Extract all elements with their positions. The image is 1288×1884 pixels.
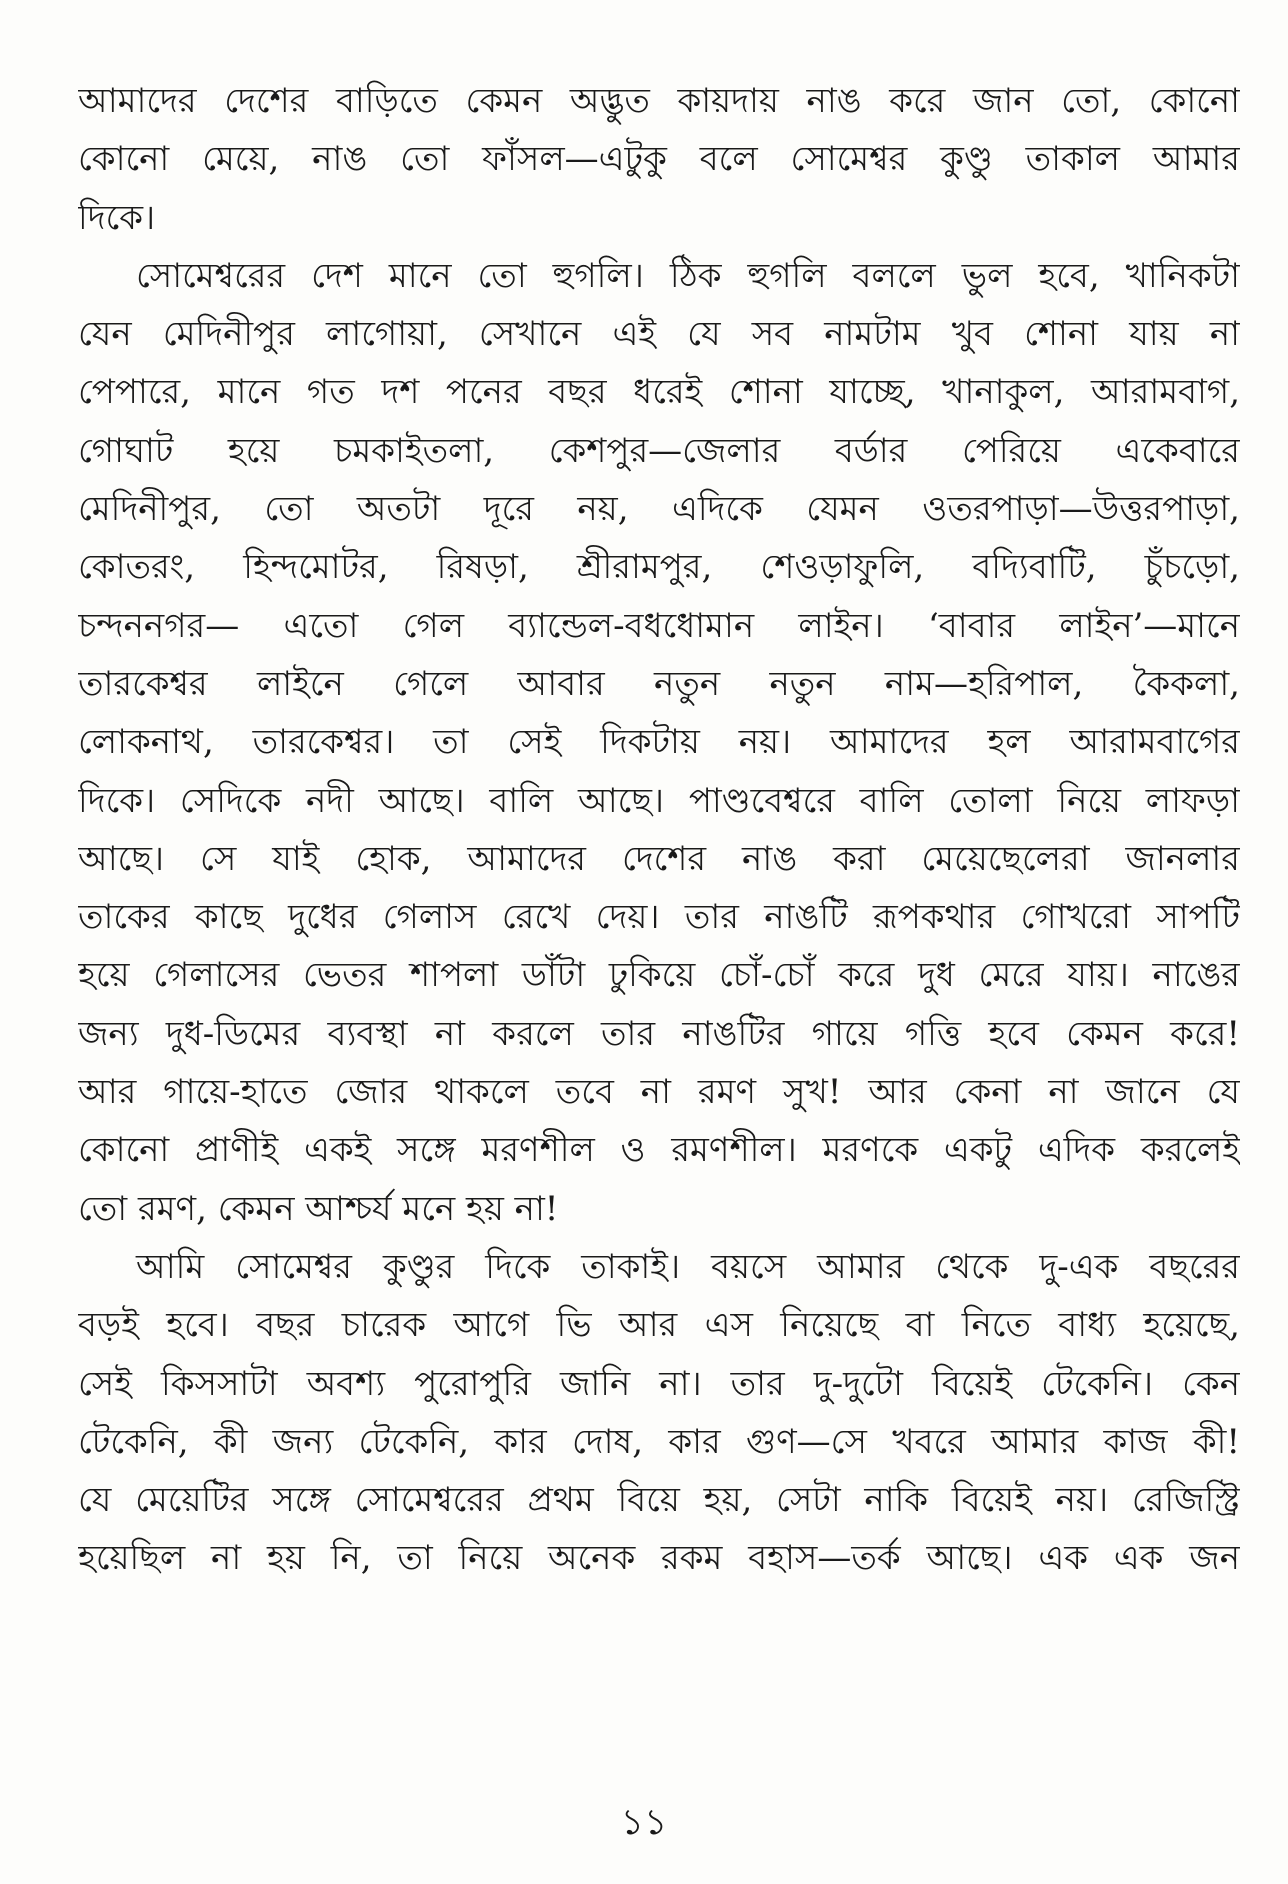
text-line: পেপারে, মানে গত দশ পনের বছর ধরেই শোনা যাচ্ছে, খানাকুল, আরামবাগ, xyxy=(78,372,1240,413)
text-line: আমি সোমেশ্বর কুণ্ডুর দিকে তাকাই। বয়সে আমার থেকে দু-এক বছরের xyxy=(136,1246,1240,1287)
body-text xyxy=(78,72,1240,1588)
page-number: ১১ xyxy=(620,1802,668,1843)
text-line: চন্দননগর— এতো গেল ব্যান্ডেল-বধধোমান লাইন। ‘বাবার লাইন’—মানে xyxy=(78,605,1240,646)
text-line: তারকেশ্বর লাইনে গেলে আবার নতুন নতুন নাম—হরিপাল, কৈকলা, xyxy=(78,663,1240,704)
text-line: দিকে। সেদিকে নদী আছে। বালি আছে। পাণ্ডবেশ্বরে বালি তোলা নিয়ে লাফড়া xyxy=(78,780,1240,821)
text-line: আছে। সে যাই হোক, আমাদের দেশের নাঙ করা মেয়েছেলেরা জানলার xyxy=(78,838,1240,879)
text-line: আর গায়ে-হাতে জোর থাকলে তবে না রমণ সুখ! আর কেনা না জানে যে xyxy=(78,1072,1240,1113)
text-line: যেন মেদিনীপুর লাগোয়া, সেখানে এই যে সব নামটাম খুব শোনা যায় না xyxy=(78,314,1240,355)
text-line: লোকনাথ, তারকেশ্বর। তা সেই দিকটায় নয়। আমাদের হল আরামবাগের xyxy=(78,722,1240,763)
text-line: মেদিনীপুর, তো অতটা দূরে নয়, এদিকে যেমন ওতরপাড়া—উত্তরপাড়া, xyxy=(78,489,1240,530)
text-line: জন্য দুধ-ডিমের ব্যবস্থা না করলে তার নাঙটির গায়ে গত্তি হবে কেমন করে! xyxy=(78,1013,1240,1054)
text-line: দিকে। xyxy=(78,197,156,238)
text-line: টেকেনি, কী জন্য টেকেনি, কার দোষ, কার গুণ—সে খবরে আমার কাজ কী! xyxy=(78,1421,1240,1462)
text-line: সেই কিসসাটা অবশ্য পুরোপুরি জানি না। তার দু-দুটো বিয়েই টেকেনি। কেন xyxy=(78,1363,1240,1404)
text-line: যে মেয়েটির সঙ্গে সোমেশ্বরের প্রথম বিয়ে হয়, সেটা নাকি বিয়েই নয়। রেজিস্ট্রি xyxy=(78,1480,1240,1521)
text-line: আমাদের দেশের বাড়িতে কেমন অদ্ভুত কায়দায় নাঙ করে জান তো, কোনো xyxy=(78,81,1240,121)
text-line: কোনো প্রাণীই একই সঙ্গে মরণশীল ও রমণশীল। মরণকে একটু এদিক করলেই xyxy=(78,1130,1240,1171)
text-line: গোঘাট হয়ে চমকাইতলা, কেশপুর—জেলার বর্ডার পেরিয়ে একেবারে xyxy=(78,430,1240,471)
text-line: তো রমণ, কেমন আশ্চর্য মনে হয় না! xyxy=(78,1188,559,1229)
text-line: কোনো মেয়ে, নাঙ তো ফাঁসল—এটুকু বলে সোমেশ্বর কুণ্ডু তাকাল আমার xyxy=(78,139,1240,180)
text-line: কোতরং, হিন্দমোটর, রিষড়া, শ্রীরামপুর, শেওড়াফুলি, বদ্যিবাটি, চুঁচড়ো, xyxy=(78,547,1240,588)
text-line: বড়ই হবে। বছর চারেক আগে ভি আর এস নিয়েছে বা নিতে বাধ্য হয়েছে, xyxy=(78,1305,1240,1346)
text-line: তাকের কাছে দুধের গেলাস রেখে দেয়। তার নাঙটি রূপকথার গোখরো সাপটি xyxy=(78,897,1240,938)
text-line: হয়েছিল না হয় নি, তা নিয়ে অনেক রকম বহাস—তর্ক আছে। এক এক জন xyxy=(78,1538,1240,1579)
text-line: হয়ে গেলাসের ভেতর শাপলা ডাঁটা ঢুকিয়ে চোঁ-চোঁ করে দুধ মেরে যায়। নাঙের xyxy=(78,955,1240,996)
text-line: সোমেশ্বরের দেশ মানে তো হুগলি। ঠিক হুগলি বললে ভুল হবে, খানিকটা xyxy=(136,255,1240,296)
